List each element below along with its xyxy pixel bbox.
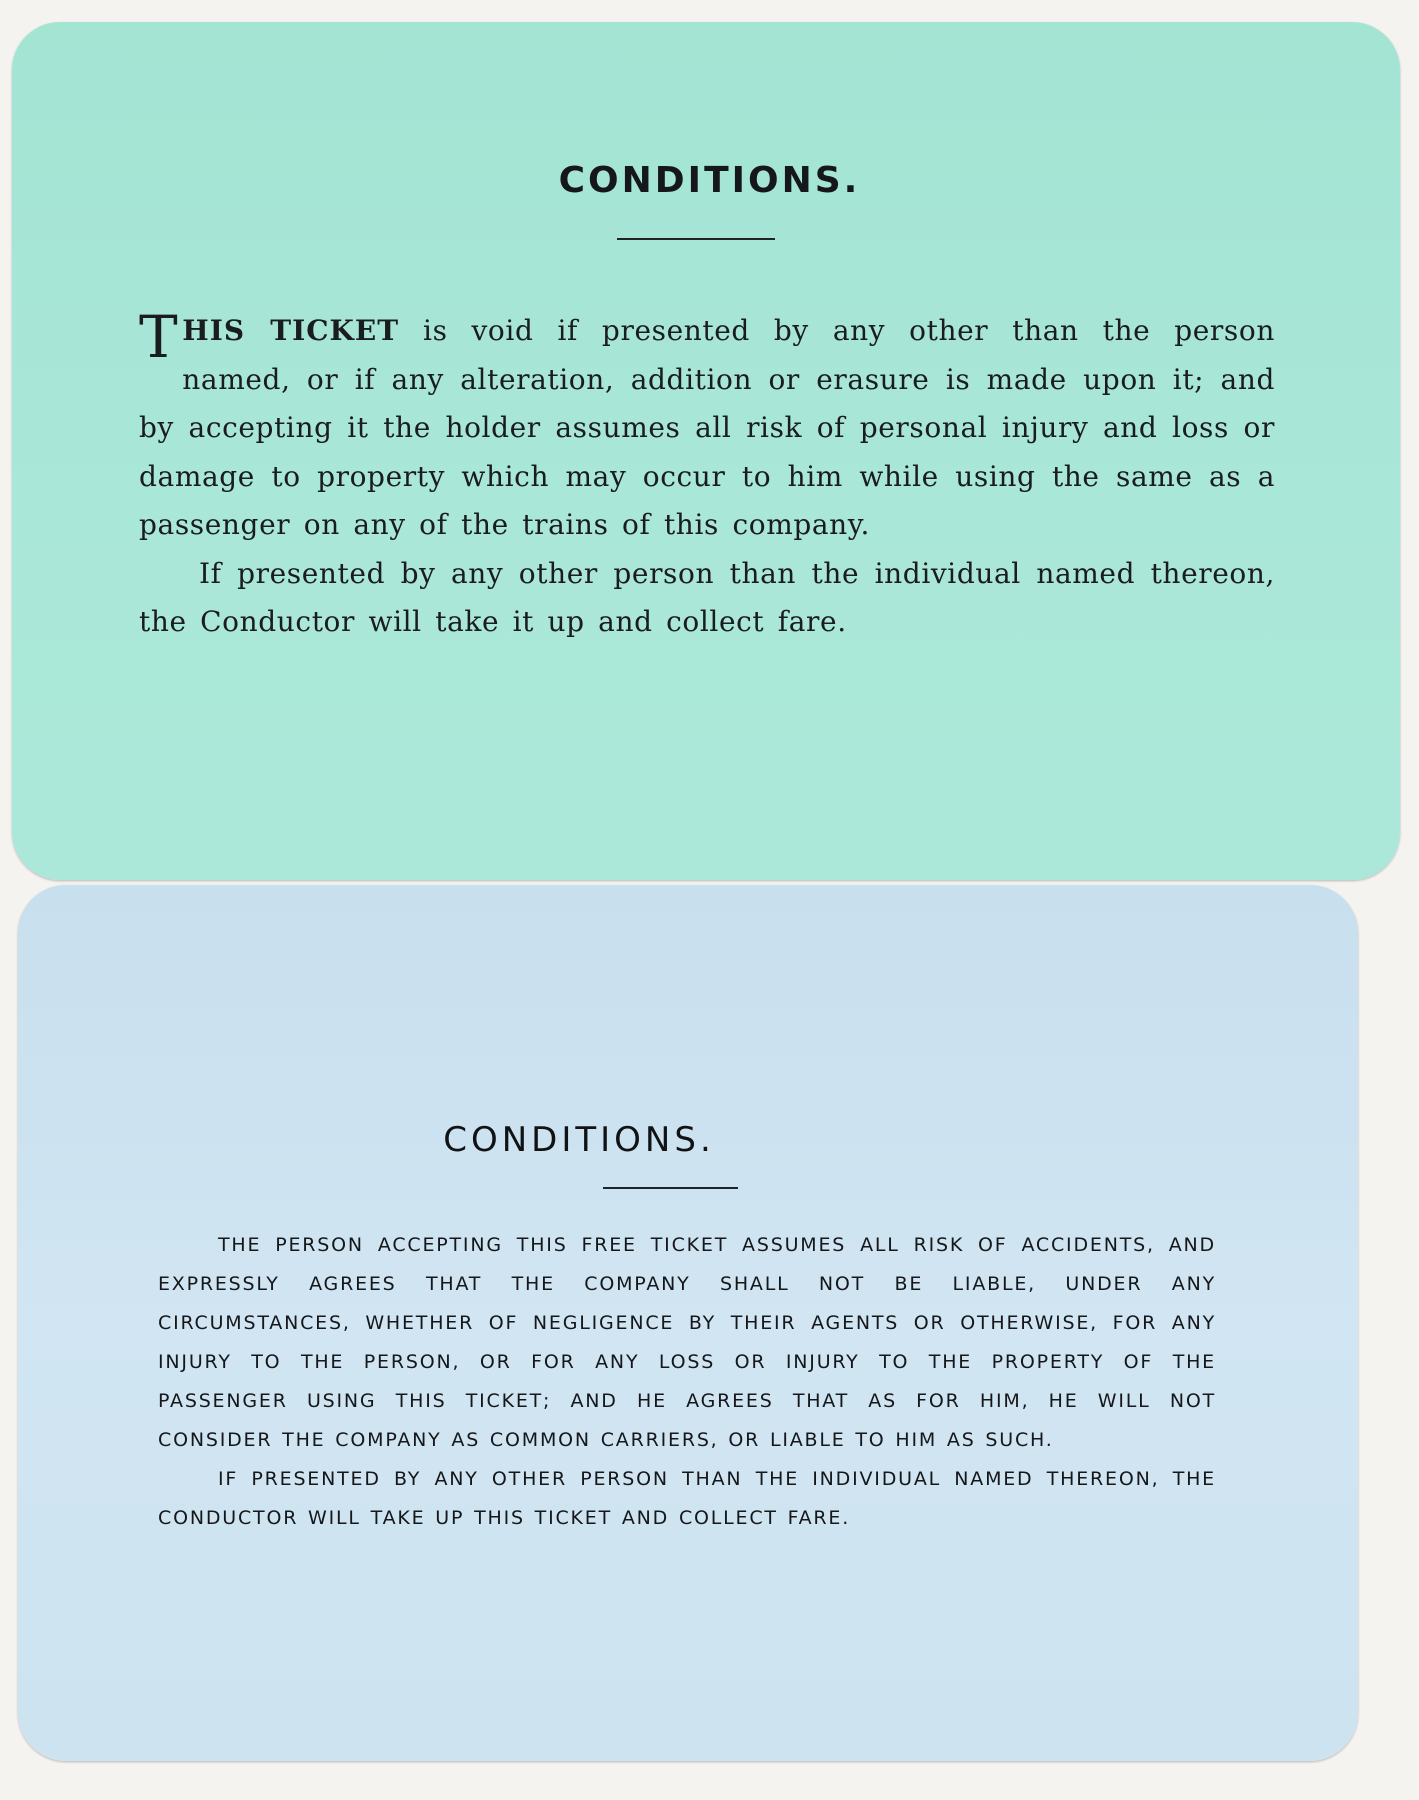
paragraph-1-text: is void if presented by any other than the person named, or if any alteration, addition or erasure is made upon it; and by accepting it the holder assumes all risk of personal injury and loss or damage to property which may occur to him while using the same as a passenger on any of the trains of this company. — [139, 314, 1275, 541]
bottom-card-title: CONDITIONS. — [443, 1120, 715, 1160]
top-card-paragraph-2: If presented by any other person than the individual named thereon, the Conductor will take it up and collect fare. — [139, 556, 1275, 638]
top-card-title: CONDITIONS. — [558, 160, 861, 201]
top-card-divider — [617, 238, 775, 240]
bottom-card-paragraph-1: THE PERSON ACCEPTING THIS FREE TICKET ASSUMES ALL RISK OF ACCIDENTS, AND EXPRESSLY AGREES THAT THE COMPANY SHALL NOT BE LIABLE, UNDER ANY CIRCUMSTANCES, WHETHER OF NEGLIGENCE BY THEIR AGENTS OR OTHERWISE, FOR ANY INJURY TO THE PERSON, OR FOR ANY LOSS OR INJURY TO THE PROPERTY OF THE PASSENGER USING THIS TICKET; AND HE AGREES THAT AS FOR HIM, HE WILL NOT CONSIDER THE COMPANY AS COMMON CARRIERS, OR LIABLE TO HIM AS SUCH. — [158, 1234, 1216, 1451]
top-card-paragraph-1 — [139, 303, 1275, 550]
bottom-card-paragraph-2: IF PRESENTED BY ANY OTHER PERSON THAN THE INDIVIDUAL NAMED THEREON, THE CONDUCTOR WILL TAKE UP THIS TICKET AND COLLECT FARE. — [158, 1468, 1216, 1529]
bottom-card-conditions-text — [158, 1226, 1216, 1538]
lead-words: HIS TICKET — [182, 314, 400, 347]
drop-cap: T — [139, 303, 179, 371]
top-card-conditions-text — [139, 303, 1275, 647]
bottom-card-divider — [603, 1187, 738, 1189]
